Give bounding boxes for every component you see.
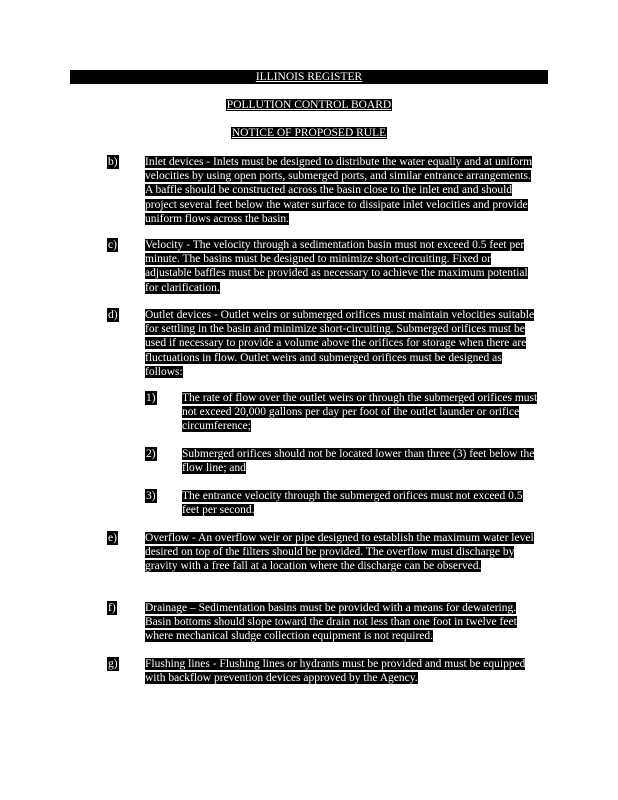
section-label: e) [108, 532, 117, 544]
section-text: Outlet devices - Outlet weirs or submerged orifices must maintain velocities suitable for settling in the basin and minimize short-circuiting. Submerged orifices must be used if necessary to provide a volume above the orifices for storage when there are fluctuations in flow. Outlet weirs and submerged orifices must be designed as follows: [145, 309, 535, 378]
section-text: Flushing lines - Flushing lines or hydrants must be provided and must be equipped with backflow prevention devices approved by the Agency. [145, 658, 526, 685]
subsection-label: 3) [146, 490, 156, 502]
section-label: g) [108, 658, 118, 670]
subsection-text: Submerged orifices should not be located lower than three (3) feet below the flow line; and [182, 448, 535, 475]
notice-title: NOTICE OF PROPOSED RULE [231, 127, 387, 139]
section-text: Overflow - An overflow weir or pipe designed to establish the maximum water level desired on top of the filters should be provided. The overflow must discharge by gravity with a free fall at a location where the discharge can be observed. [145, 532, 534, 573]
subsection-label: 1) [146, 392, 156, 404]
section-label: d) [108, 309, 118, 321]
section-text: Inlet devices - Inlets must be designed to distribute the water equally and at uniform velocities by using open ports, submerged ports, and similar entrance arrangements. A baffle should be constructed across the basin close to the inlet end and should project several feet below the water surface to dissipate inlet velocities and provide uniform flows across the basin. [145, 156, 533, 225]
section-label: c) [108, 239, 117, 251]
board-title: POLLUTION CONTROL BOARD [226, 99, 392, 111]
section-text: Drainage – Sedimentation basins must be provided with a means for dewatering. Basin bottoms should slope toward the drain not less than one foot in twelve feet where mechanical sludge collection equipment is not required. [145, 602, 517, 643]
section-label: b) [108, 156, 118, 168]
register-title: ILLINOIS REGISTER [0, 71, 618, 84]
subsection-text: The rate of flow over the outlet weirs or through the submerged orifices must not exceed 20,000 gallons per day per foot of the outlet launder or orifice circumference; [182, 392, 538, 433]
subsection-text: The entrance velocity through the submerged orifices must not exceed 0.5 feet per second. [182, 490, 523, 517]
section-text: Velocity - The velocity through a sedimentation basin must not exceed 0.5 feet per minute. The basins must be designed to minimize short-circuiting. Fixed or adjustable baffles must be provided as necessary to achieve the maximum potential for clarification. [145, 239, 528, 294]
subsection-label: 2) [146, 448, 156, 460]
section-label: f) [108, 602, 116, 614]
